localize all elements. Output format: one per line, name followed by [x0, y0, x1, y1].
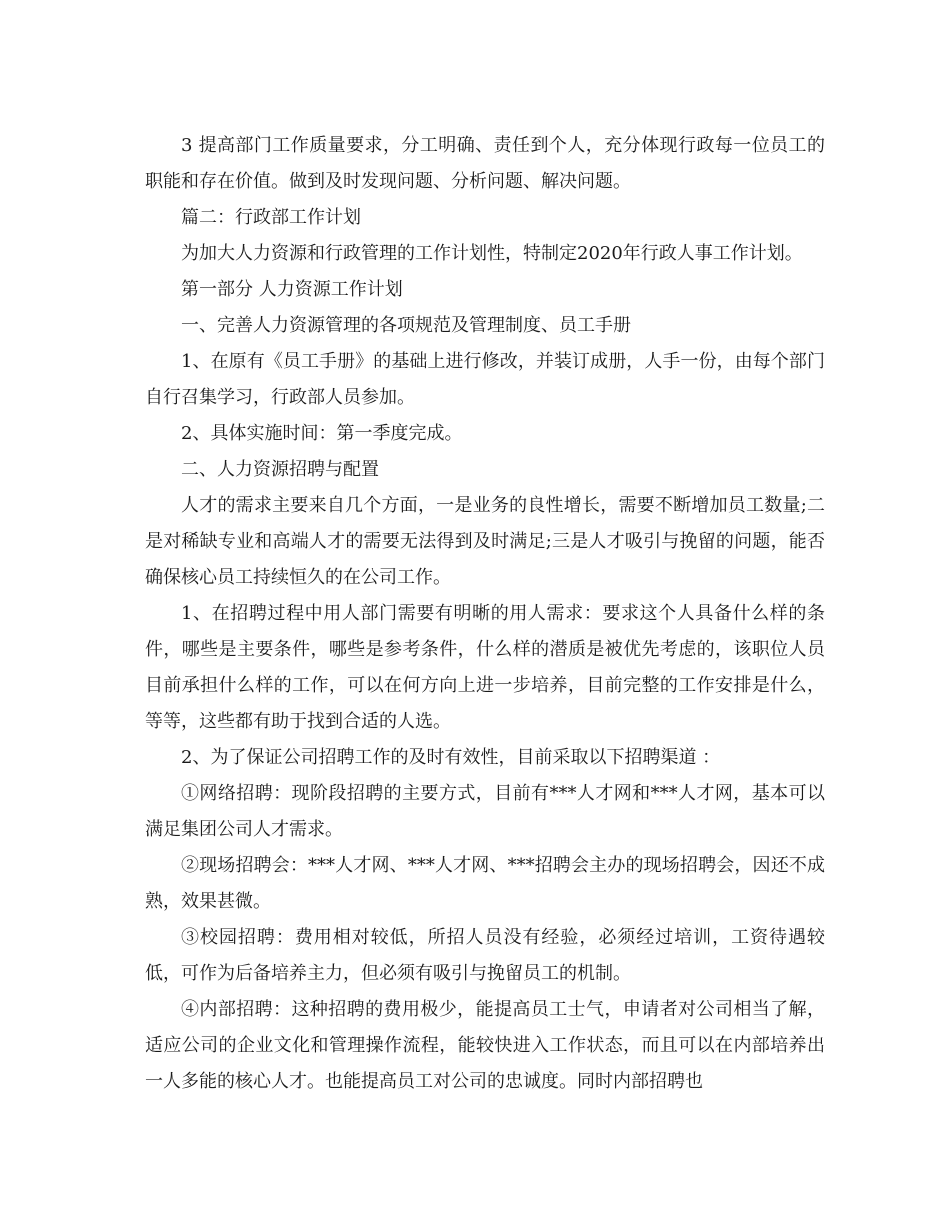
paragraph-handbook: 1、在原有《员工手册》的基础上进行修改，并装订成册，人手一份，由每个部门自行召集学习，行政部人员参加。 [145, 351, 825, 408]
section-heading-part-two: 篇二：行政部工作计划 [181, 207, 361, 228]
paragraph-timing: 2、具体实施时间：第一季度完成。 [181, 423, 463, 444]
subheading-2: 二、人力资源招聘与配置 [181, 459, 379, 480]
subheading-1: 一、完善人力资源管理的各项规范及管理制度、员工手册 [181, 315, 631, 336]
paragraph-1: 3 提高部门工作质量要求，分工明确、责任到个人，充分体现行政每一位员工的职能和存在价值。做到及时发现问题、分析问题、解决问题。 [145, 135, 825, 192]
paragraph-intro: 为加大人力资源和行政管理的工作计划性，特制定2020年行政人事工作计划。 [181, 243, 803, 264]
paragraph-recruit-needs: 1、在招聘过程中用人部门需要有明晰的用人需求：要求这个人具备什么样的条件，哪些是主要条件，哪些是参考条件，什么样的潜质是被优先考虑的，该职位人员目前承担什么样的工作，可以在何方向上进一步培养，目前完整的工作安排是什么，等等，这些都有助于找到合适的人选。 [145, 603, 825, 732]
paragraph-internal: ④内部招聘：这种招聘的费用极少，能提高员工士气，申请者对公司相当了解，适应公司的企业文化和管理操作流程，能较快进入工作状态，而且可以在内部培养出一人多能的核心人才。也能提高员工对公司的忠诚度。同时内部招聘也 [145, 999, 825, 1092]
paragraph-campus: ③校园招聘：费用相对较低，所招人员没有经验，必须经过培训，工资待遇较低，可作为后备培养主力，但必须有吸引与挽留员工的机制。 [145, 927, 825, 984]
paragraph-channels: 2、为了保证公司招聘工作的及时有效性，目前采取以下招聘渠道 ： [181, 747, 721, 768]
section-heading-part-one: 第一部分 人力资源工作计划 [181, 279, 403, 300]
paragraph-talent-demand: 人才的需求主要来自几个方面，一是业务的良性增长，需要不断增加员工数量;二是对稀缺专业和高端人才的需要无法得到及时满足;三是人才吸引与挽留的问题，能否确保核心员工持续恒久的在公司工作。 [145, 495, 825, 588]
document-body [145, 128, 825, 1100]
paragraph-online: ①网络招聘：现阶段招聘的主要方式，目前有***人才网和***人才网，基本可以满足集团公司人才需求。 [145, 783, 825, 840]
paragraph-onsite: ②现场招聘会：***人才网、***人才网、***招聘会主办的现场招聘会，因还不成熟，效果甚微。 [145, 855, 825, 912]
